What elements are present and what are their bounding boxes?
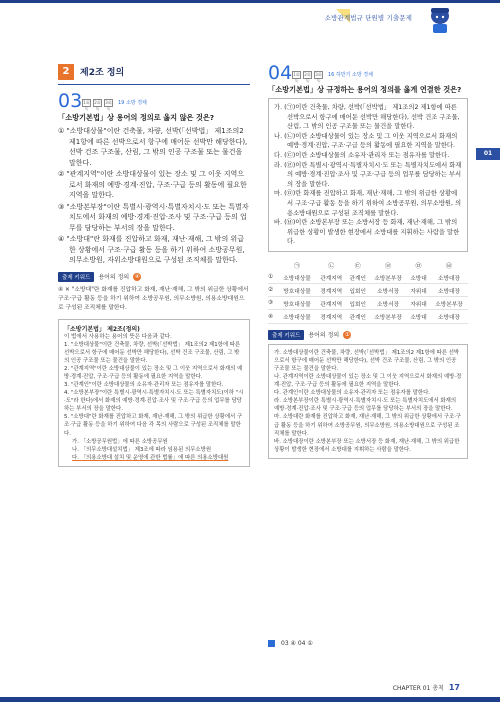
review-checkboxes [82,99,113,111]
question-item: 가. (㉠)이란 건축물, 차량, 선박(「선박법」 제1조의2 제1항에 따른 선박으로서 항구에 매어둔 선박만 해당한다), 선박 건조 구조물, 산림, 그 밖의 인공 구조물 또는 물건을 말한다. [274,104,460,131]
table-cell: 소방서장 [369,284,407,297]
question-item-box [268,98,468,252]
table-cell: ④ [268,310,278,323]
question-number: 03 [58,90,83,112]
footer-chapter: CHAPTER 01 총칙 [392,685,444,692]
answer-explanation-box [268,344,468,459]
explanation-note: ④ ✕ "소방대"란 화재를 진압하고 화재, 재난·재해, 그 밖의 위급한 상황에서 구조·구급 활동 등을 하기 위하여 소방공무원, 의무소방원, 의용소방대원으로 구성된 조직체를 말한다. [58,286,249,311]
table-cell: 소방본부장 [369,310,407,323]
question-item: 라. (㉣)이란 특별시·광역시·특별자치시·도 또는 특별자치도에서 화재의 예방·경계·진압·조사 및 구조·구급 등의 업무를 담당하는 부서의 장을 말한다. [274,161,462,188]
section-rule [58,84,250,85]
law-box-line: 1. "소방대상물"이란 건축물, 차량, 선박(「선박법」 제1조의2 제1항에 따른 선박으로서 항구에 매어둔 선박만 해당한다), 선박 건조 구조물, 산림, 그 밖의 인공 구조물 또는 물건을 말한다. [64,341,241,364]
table-cell: ② [268,284,278,297]
question-text: 「소방기본법」상 규정하는 용어의 정의를 옳게 연결한 것은? [268,85,462,94]
review-checkbox[interactable]: 2회독 [304,72,311,83]
column-header: ㉥ [445,262,452,270]
review-checkbox[interactable]: 1회독 [293,72,300,83]
table-cell: 소방대 [407,271,430,284]
question-item: 바. (㉥)이란 소방본부장 또는 소방서장 등 화재, 재난·재해, 그 밖의 위급한 상황이 발생한 현장에서 소방대를 지휘하는 사람을 말한다. [274,219,460,246]
question-item: 마. (㉤)란 화재를 진압하고 화재, 재난·재해, 그 밖의 위급한 상황에서 구조·구급 활동 등을 하기 위하여 소방공무원, 의무소방원, 의용소방대원으로 구성된 조직체를 말한다. [274,190,462,217]
section-number: 2 [58,64,74,80]
question-number: 04 [268,62,293,84]
question-text: 「소방기본법」상 용어의 정의로 옳지 않은 것은? [58,113,215,122]
choices-table [268,260,468,324]
table-cell: 방호대상물 [278,297,316,310]
table-cell: 입회인 [346,297,369,310]
answer-mark: ① [344,331,350,338]
explanation-line: 마. 소방대란 화재를 진압하고 화재, 재난·재해, 그 밖의 위급한 상황에서 구조·구급 활동 등을 하기 위하여 소방공무원, 의무소방원, 의용소방대원으로 구성된 조직체를 말한다. [274,414,462,437]
review-checkbox[interactable]: 3회독 [105,100,112,111]
table-cell: 경계지역 [316,310,346,323]
bottom-rule [0,697,500,702]
question-header [268,64,468,84]
law-box-line: 4. "소방본부장"이란 특별시·광역시·특별자치시·도 또는 특별자치도(이하 "시·도"라 한다)에서 화재의 예방·경계·진압·조사 및 구조·구급 등의 업무를 담당하는 부서의 장을 말한다. [64,390,244,413]
answer-mark: ④ [134,273,140,280]
law-box-line: 2. "관계지역"이란 소방대상물이 있는 장소 및 그 이웃 지역으로서 화재의 예방·경계·진압, 구조·구급 등의 활동에 필요한 지역을 말한다. [64,365,243,380]
law-box-line: 다. 「의용소방대 설치 및 운영에 관한 법률」에 따른 의용소방대원 [72,454,229,461]
section-header [58,64,250,82]
right-column [268,64,468,459]
keyword-tag: 출제 키워드 [268,330,304,340]
answer-key-icon [268,640,275,647]
review-checkbox[interactable]: 2회독 [94,100,101,111]
table-cell: ① [268,271,278,284]
table-cell: 방호대상물 [278,284,316,297]
question-item: 나. (㉡)이란 소방대상물이 있는 장소 및 그 이웃 지역으로서 화재의 예방·경계·진압, 구조·구급 등의 활동에 필요한 지역을 말한다. [274,132,458,150]
answer-option: ③ "소방본부장"이란 특별시·광역시·특별자치시·도 또는 특별자치도에서 화재의 예방·경계·진압·조사 및 구조·구급 등의 업무를 담당하는 부서의 장을 말한다. [58,202,249,232]
column-header: ㉣ [385,262,392,270]
table-cell: 소방대 [407,310,430,323]
law-box-line: 5. "소방대"란 화재를 진압하고 화재, 재난·재해, 그 밖의 위급한 상황에서 구조·구급 활동 등을 하기 위하여 다음 각 목의 사람으로 구성된 조직체를 말한다. [64,414,243,437]
table-row [268,297,468,310]
table-cell: ③ [268,297,278,310]
table-cell: 소방대장 [430,310,468,323]
question-header [58,92,250,112]
question-item: 다. (㉢)이란 소방대상물의 소유자·관리자 또는 점유자를 말한다. [274,151,450,159]
table-cell: 관계지역 [316,271,346,284]
explanation-line: 가. 소방대상물이란 건축물, 차량, 선박(「선박법」 제1조의2 제1항에 따른 선박으로서 항구에 매어둔 선박만 해당한다), 선박 건조 구조물, 산림, 그 밖의 인공 구조물 또는 물건을 말한다. [274,349,460,372]
firefighter-mascot-icon [422,4,458,34]
explanation-line: 라. 소방본부장이란 특별시·광역시·특별자치시·도 또는 특별자치도에서 화재의 예방·경계·진압·조사 및 구조·구급 등의 업무를 담당하는 부서의 장을 말한다. [274,398,457,413]
review-checkbox[interactable]: 1회독 [83,100,90,111]
chapter-side-tab: 01 [476,148,500,160]
explanation-line: 나. 관계지역이란 소방대상물이 있는 장소 및 그 이웃 지역으로서 화재의 예방·경계·진압, 구조·구급 등의 활동에 필요한 지역을 말한다. [274,373,462,389]
table-cell: 관계인 [346,271,369,284]
table-cell: 소방대장 [430,284,468,297]
table-cell: 소방대상물 [278,271,316,284]
table-cell: 관계지역 [316,297,346,310]
keyword-row [58,272,250,282]
column-header: ㉡ [328,262,335,270]
column-header: ㉤ [415,262,422,270]
keyword-text: 용어의 정의 [98,274,130,281]
law-box-line: 3. "관계인"이란 소방대상물의 소유자·관리자 또는 점유자를 말한다. [64,381,224,388]
table-cell: 자위대 [407,297,430,310]
table-row [268,284,468,297]
question-source: 16 하반기 소방 경채 [328,72,373,78]
table-cell: 소방대상물 [278,310,316,323]
keyword-row [268,330,468,340]
column-header: ㉢ [354,262,361,270]
column-header: ㉠ [293,262,300,270]
law-reference-box [58,319,250,467]
table-row [268,271,468,284]
explanation-line: 다. 관계인이란 소방대상물의 소유자·관리자 또는 점유자를 말한다. [274,390,431,397]
explanation-line: 바. 소방대장이란 소방본부장 또는 소방서장 등 화재, 재난·재해, 그 밖의 위급한 상황이 발생한 현장에서 소방대를 지휘하는 사람을 말한다. [274,438,460,453]
answer-option: ② "관계지역"이란 소방대상물이 있는 장소 및 그 이웃 지역으로서 화재의 예방·경계·진압, 구조·구급 등의 활동에 필요한 지역을 말한다. [58,170,247,199]
answer-key-text: 03 ④ 04 ① [281,640,313,647]
question-source: 19 소방 경채 [118,100,147,106]
table-cell: 자위대 [407,284,430,297]
law-box-line: 나. 「의무소방대설치법」 제3조에 따라 임용된 의무소방원 [72,446,212,453]
table-cell: 입회인 [346,284,369,297]
table-cell: 소방대장 [430,271,468,284]
left-column [58,64,250,467]
answer-key [268,640,313,647]
choices-table-header [268,260,468,271]
header-title: 소방관계법규 단원별 기출문제 [324,14,412,22]
table-cell: 소방본부장 [369,271,407,284]
law-box-intro: 이 법에서 사용하는 용어의 뜻은 다음과 같다. [64,333,172,340]
review-checkboxes [292,71,323,83]
table-cell: 소방서장 [369,297,407,310]
page-number: 17 [448,683,460,692]
page-footer [393,683,460,692]
table-cell: 경계지역 [316,284,346,297]
table-row [268,310,468,323]
table-cell: 소방본부장 [430,297,468,310]
keyword-tag: 출제 키워드 [58,272,94,282]
keyword-text: 용어의 정의 [308,332,340,340]
review-checkbox[interactable]: 3회독 [315,72,322,83]
law-box-title: 「소방기본법」 제2조(정의) [64,325,140,333]
table-cell: 관계인 [346,310,369,323]
law-box-line: 가. 「소방공무원법」에 따른 소방공무원 [72,438,168,445]
section-title: 제2조 정의 [80,68,125,78]
answer-option: ① "소방대상물"이란 건축물, 차량, 선박(「선박법」 제1조의2 제1항에 따른 선박으로서 항구에 매어둔 선박만 해당한다), 선박 건조 구조물, 산림, 그 밖의 인공 구조물 또는 물건을 말한다. [58,127,248,167]
answer-option: ④ "소방대"란 화재를 진압하고 화재, 재난·재해, 그 밖의 위급한 상황에서 구조·구급 활동 등을 하기 위하여 소방공무원, 의무소방원, 자위소방대원으로 구성된 조직체를 말한다. [58,235,245,264]
top-rule [0,0,500,3]
